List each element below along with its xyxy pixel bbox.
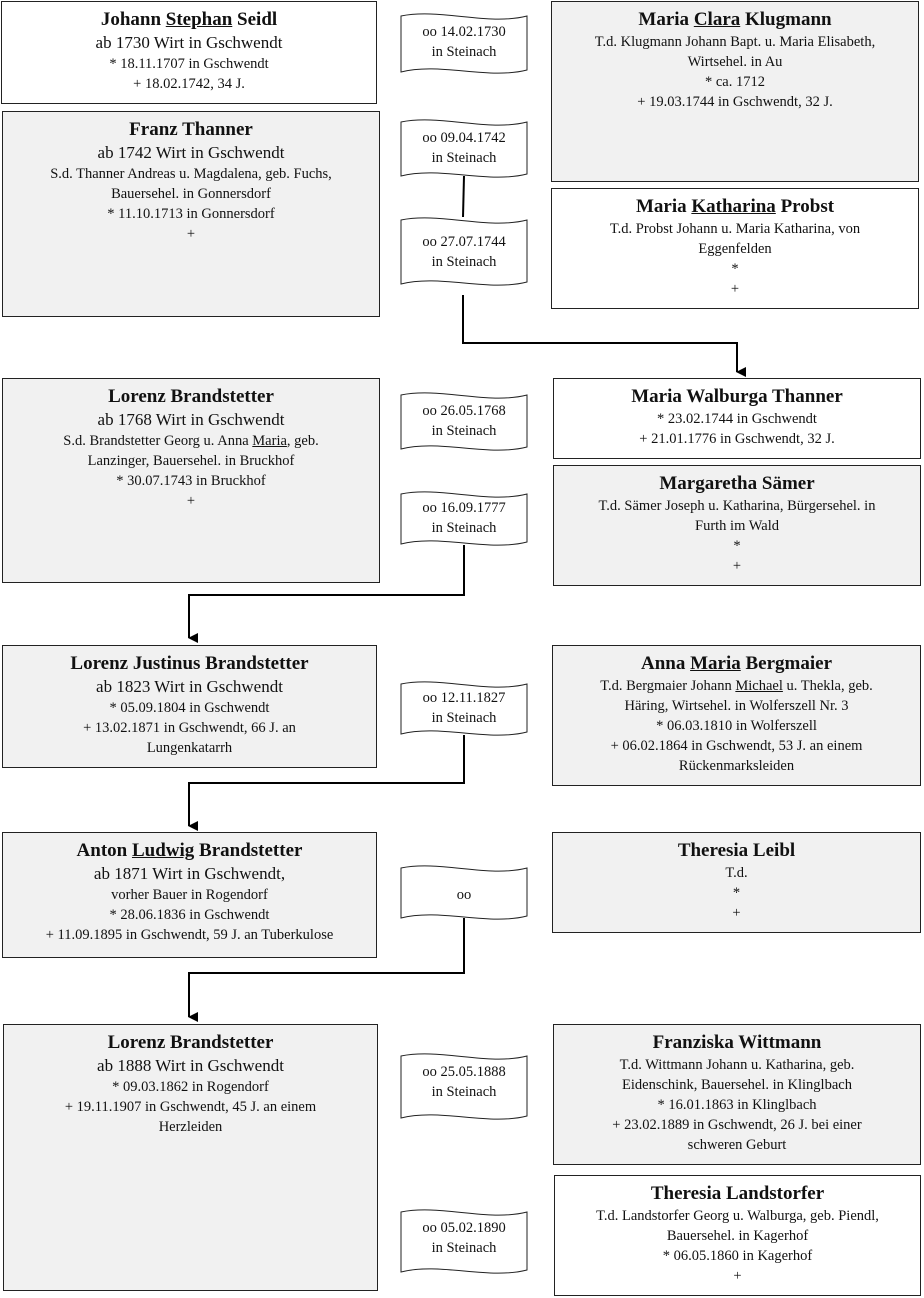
person-theresia-landstorfer <box>554 1175 921 1296</box>
birth-line: * <box>731 261 739 277</box>
marriage-date: oo 09.04.1742 <box>422 130 506 146</box>
marriage-date: oo 25.05.1888 <box>422 1064 506 1080</box>
connector-m2-m3 <box>463 176 464 217</box>
birth-line: * 06.05.1860 in Kagerhof <box>662 1248 813 1264</box>
birth-line: * <box>732 885 741 901</box>
death-line: + 19.11.1907 in Gschwendt, 45 J. an einem <box>64 1099 317 1115</box>
person-name: Franz Thanner <box>129 119 253 140</box>
parents-line-2: Wirtsehel. in Au <box>687 54 783 70</box>
marriage-place: in Steinach <box>431 1240 497 1256</box>
parents-line: T.d. Klugmann Johann Bapt. u. Maria Elisabeth, <box>594 34 876 50</box>
person-name: Lorenz Brandstetter <box>107 1032 274 1053</box>
death-line-2: Lungenkatarrh <box>146 740 233 756</box>
person-name: Theresia Leibl <box>677 840 796 861</box>
parents-line-2: Häring, Wirtsehel. in Wolferszell Nr. 3 <box>624 698 849 714</box>
person-name: Maria Clara Klugmann <box>638 9 832 30</box>
marriage-place: in Steinach <box>431 520 497 536</box>
death-line: + <box>730 281 740 297</box>
marriage-m5 <box>400 490 528 550</box>
parents-line-2: Furth im Wald <box>695 518 779 534</box>
person-lorenz-brandstetter-1743 <box>2 378 380 583</box>
birth-line: * 18.11.1707 in Gschwendt <box>109 56 269 72</box>
marriage-date: oo 14.02.1730 <box>422 24 506 40</box>
death-line: + <box>732 905 741 921</box>
marriage-m1 <box>400 12 528 78</box>
parents-line: S.d. Brandstetter Georg u. Anna Maria, geb. <box>63 433 319 449</box>
person-maria-katharina-probst <box>551 188 919 309</box>
person-margaretha-saemer <box>553 465 921 586</box>
person-maria-walburga-thanner <box>553 378 921 459</box>
birth-line: * 23.02.1744 in Gschwendt <box>657 411 817 427</box>
marriage-place: in Steinach <box>431 710 497 726</box>
person-name: Franziska Wittmann <box>652 1032 822 1053</box>
parents-line: T.d. Probst Johann u. Maria Katharina, von <box>609 221 861 237</box>
marriage-place: in Steinach <box>431 423 497 439</box>
marriage-date: oo 26.05.1768 <box>422 403 506 419</box>
death-line: + 06.02.1864 in Gschwendt, 53 J. an einem <box>610 738 863 754</box>
marriage-date: oo 12.11.1827 <box>422 690 506 706</box>
parents-line-2: Eggenfelden <box>698 241 772 257</box>
person-theresia-leibl <box>552 832 921 933</box>
marriage-place: in Steinach <box>431 44 497 60</box>
person-johann-stephan-seidl <box>1 1 377 104</box>
person-maria-clara-klugmann <box>551 1 919 182</box>
birth-line: * 06.03.1810 in Wolferszell <box>656 718 817 734</box>
person-name: Johann Stephan Seidl <box>100 9 278 30</box>
person-lorenz-justinus-brandstetter <box>2 645 377 768</box>
person-anna-maria-bergmaier <box>552 645 921 786</box>
person-name: Margaretha Sämer <box>659 473 815 494</box>
marriage-m3 <box>400 216 528 292</box>
person-anton-ludwig-brandstetter <box>2 832 377 958</box>
birth-line: * 30.07.1743 in Bruckhof <box>116 473 266 489</box>
death-line: + 13.02.1871 in Gschwendt, 66 J. an <box>83 720 296 736</box>
parents-line: T.d. Bergmaier Johann Michael u. Thekla, geb. <box>600 678 873 694</box>
marriage-date: oo 05.02.1890 <box>422 1220 506 1236</box>
birth-line: * 28.06.1836 in Gschwendt <box>109 907 270 923</box>
marriage-m6 <box>400 680 528 740</box>
marriage-m2 <box>400 118 528 182</box>
person-name: Theresia Landstorfer <box>650 1183 825 1204</box>
parents-line: T.d. Wittmann Johann u. Katharina, geb. <box>619 1057 855 1073</box>
marriage-place: in Steinach <box>431 254 497 270</box>
death-line-2: schweren Geburt <box>687 1137 787 1153</box>
death-line: + 18.02.1742, 34 J. <box>133 76 245 92</box>
death-line: + 11.09.1895 in Gschwendt, 59 J. an Tuberkulose <box>45 927 334 943</box>
parents-line-2: Eidenschink, Bauersehel. in Klinglbach <box>622 1077 852 1093</box>
occupation-line: ab 1823 Wirt in Gschwendt <box>96 677 283 696</box>
parents-line-2: Lanzinger, Bauersehel. in Bruckhof <box>87 453 295 469</box>
occupation-line-2: vorher Bauer in Rogendorf <box>111 887 268 903</box>
occupation-line: ab 1888 Wirt in Gschwendt <box>97 1056 284 1075</box>
birth-line: * 09.03.1862 in Rogendorf <box>112 1079 269 1095</box>
death-line: + 19.03.1744 in Gschwendt, 32 J. <box>637 94 833 110</box>
death-line: + 21.01.1776 in Gschwendt, 32 J. <box>639 431 835 447</box>
parents-line-2: Bauersehel. in Kagerhof <box>666 1228 809 1244</box>
birth-line: * ca. 1712 <box>705 74 765 90</box>
parents-line-2: Bauersehel. in Gonnersdorf <box>111 186 271 202</box>
death-line: + <box>732 558 742 574</box>
occupation-line: ab 1730 Wirt in Gschwendt <box>95 33 283 52</box>
person-franziska-wittmann <box>553 1024 921 1165</box>
birth-line: * 05.09.1804 in Gschwendt <box>109 700 270 716</box>
death-line: + <box>186 226 196 242</box>
person-franz-thanner <box>2 111 380 317</box>
occupation-line: ab 1742 Wirt in Gschwendt <box>97 143 285 162</box>
person-name: Maria Katharina Probst <box>635 196 835 217</box>
marriage-m7 <box>400 864 528 924</box>
marriage-date: oo <box>456 887 472 903</box>
person-name: Anna Maria Bergmaier <box>640 653 833 674</box>
occupation-line: ab 1871 Wirt in Gschwendt, <box>93 864 286 883</box>
death-line-2: Herzleiden <box>158 1119 223 1135</box>
parents-line: T.d. Sämer Joseph u. Katharina, Bürgersehel. in <box>598 498 876 514</box>
person-name: Lorenz Brandstetter <box>108 386 274 407</box>
birth-line: * 16.01.1863 in Klinglbach <box>657 1097 817 1113</box>
person-name: Lorenz Justinus Brandstetter <box>70 653 309 674</box>
person-name: Anton Ludwig Brandstetter <box>76 840 303 861</box>
parents-line: T.d. <box>725 865 748 881</box>
birth-line: * <box>733 538 741 554</box>
death-line-2: Rückenmarksleiden <box>678 758 795 774</box>
person-lorenz-brandstetter-1862 <box>3 1024 378 1291</box>
death-line: + <box>186 493 196 509</box>
marriage-m4 <box>400 391 528 455</box>
marriage-date: oo 27.07.1744 <box>422 234 506 250</box>
death-line: + 23.02.1889 in Gschwendt, 26 J. bei einer <box>612 1117 862 1133</box>
occupation-line: ab 1768 Wirt in Gschwendt <box>97 410 285 429</box>
marriage-m9 <box>400 1208 528 1278</box>
parents-line: T.d. Landstorfer Georg u. Walburga, geb. Piendl, <box>596 1208 879 1224</box>
death-line: + <box>733 1268 742 1284</box>
person-name: Maria Walburga Thanner <box>631 386 843 407</box>
marriage-place: in Steinach <box>431 1084 497 1100</box>
marriage-place: in Steinach <box>431 150 497 166</box>
birth-line: * 11.10.1713 in Gonnersdorf <box>107 206 275 222</box>
marriage-date: oo 16.09.1777 <box>422 500 506 516</box>
parents-line: S.d. Thanner Andreas u. Magdalena, geb. Fuchs, <box>50 166 332 182</box>
marriage-m8 <box>400 1052 528 1124</box>
